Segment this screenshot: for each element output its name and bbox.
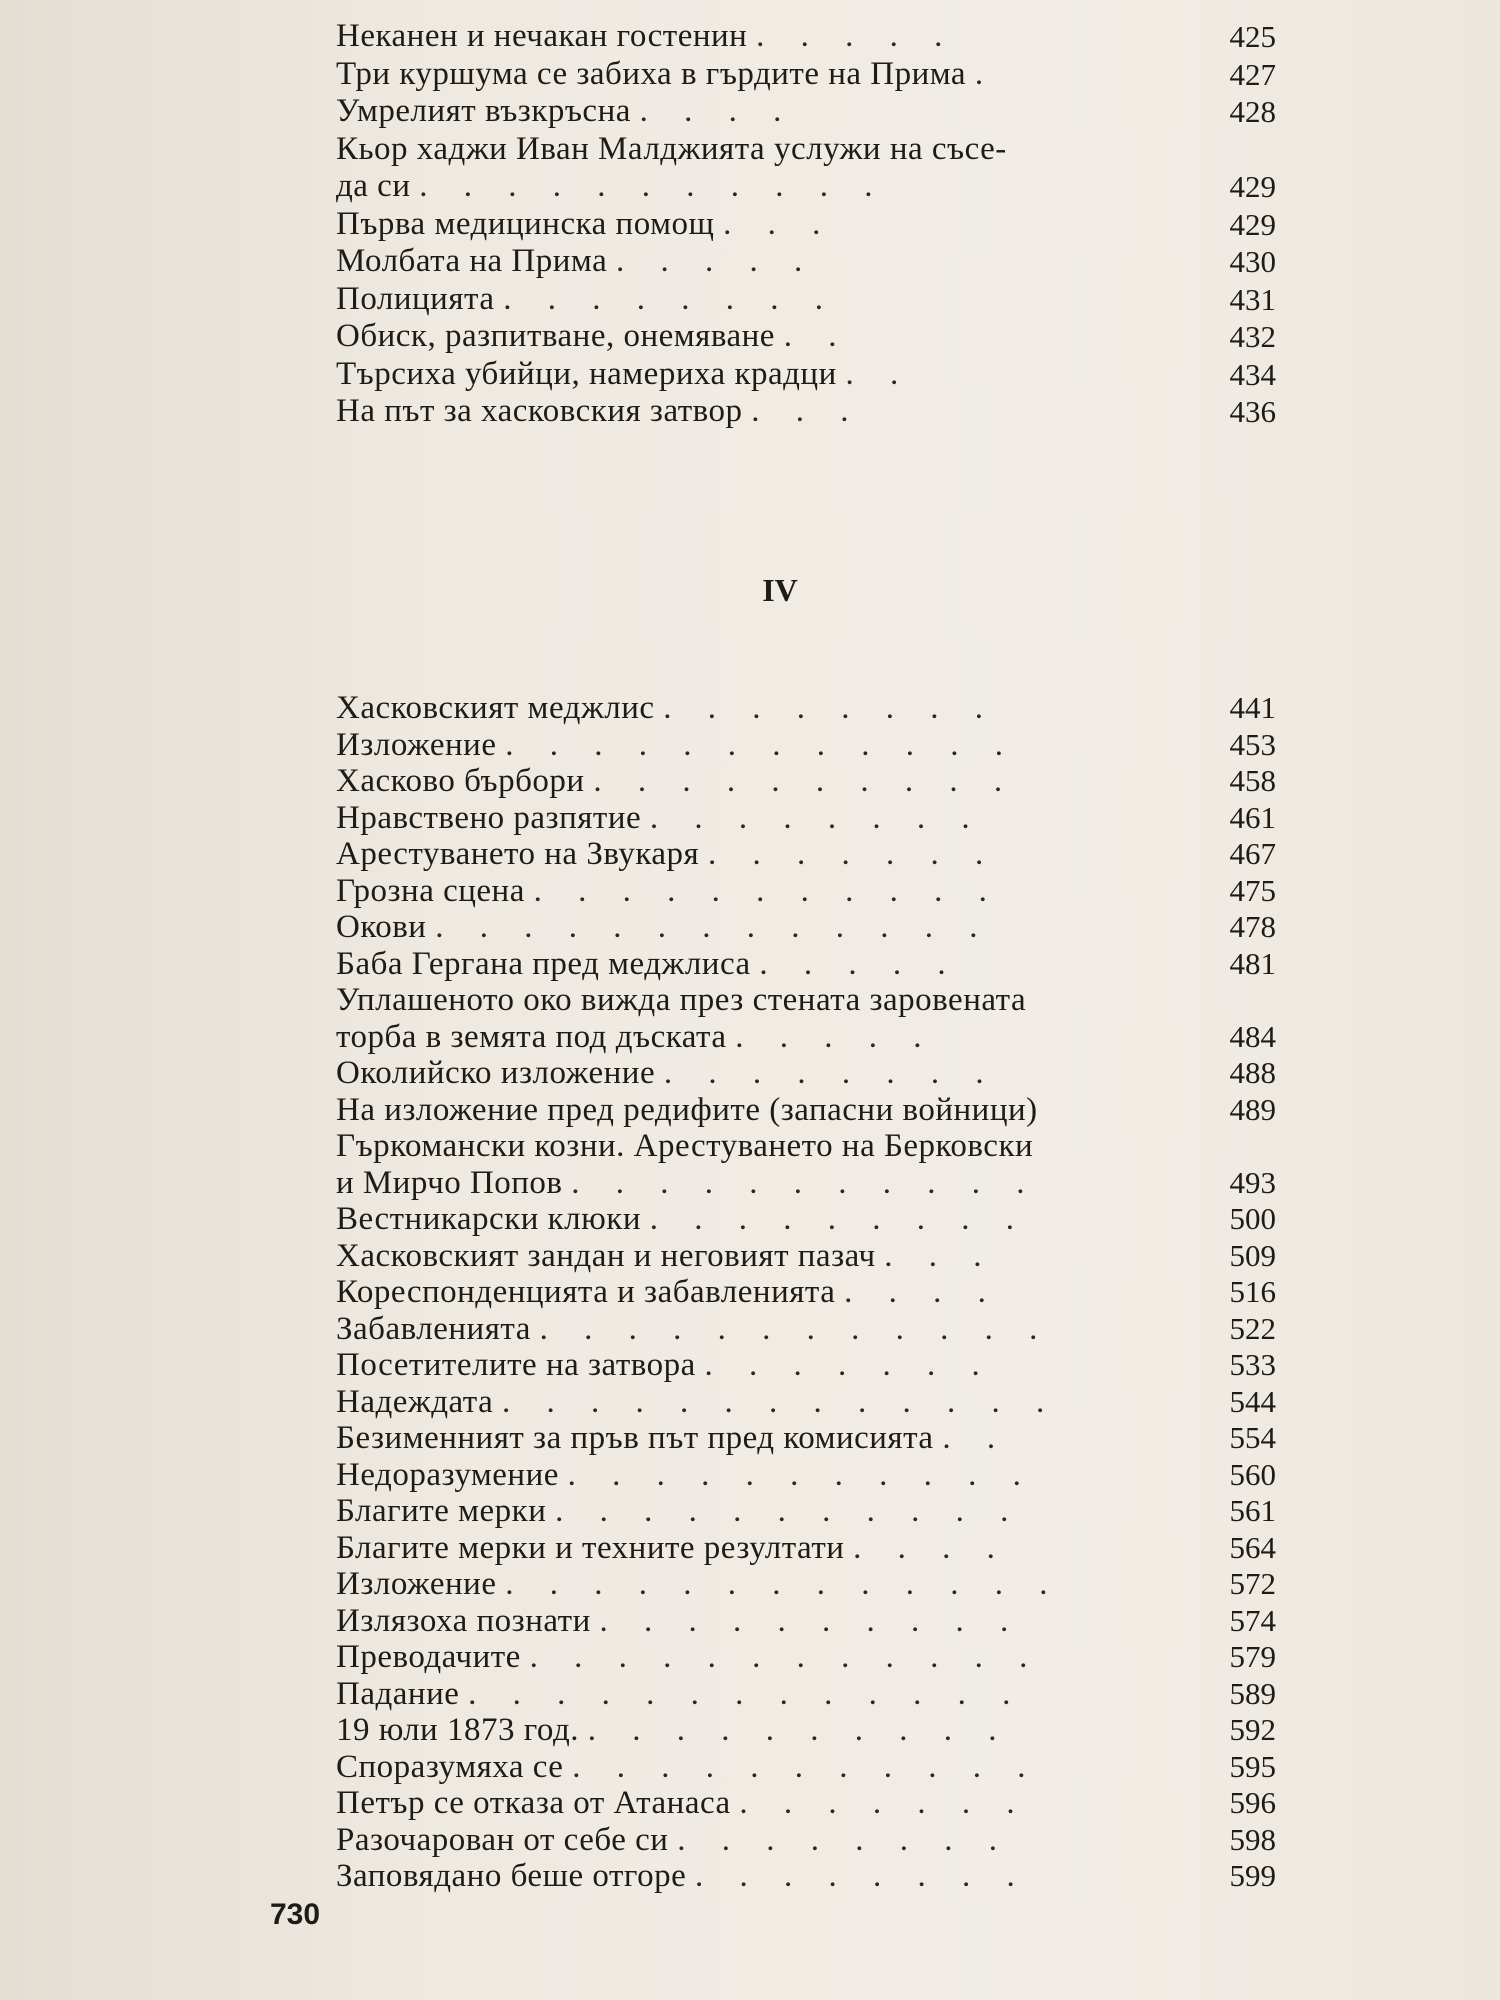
toc-entry-page-number: 481 — [1229, 945, 1276, 981]
dot-leader: . . . . . — [735, 1018, 936, 1055]
dot-leader: . . . . . . . . . . . . . — [468, 1675, 1025, 1712]
dot-leader: . . . — [751, 393, 863, 429]
dot-leader: . . . . . . . . . . . — [567, 1456, 1035, 1493]
toc-entry-title — [336, 1274, 1276, 1311]
toc-entry-title — [336, 946, 1276, 983]
toc-entry-title — [336, 1712, 1276, 1749]
toc-entry-title-text: Околийско изложение — [336, 1055, 656, 1091]
toc-entry-page-number: 572 — [1229, 1566, 1276, 1601]
toc-entry — [336, 1092, 1276, 1129]
toc-entry — [336, 1384, 1276, 1421]
toc-entry-title — [336, 982, 1276, 1019]
toc-entry — [336, 1493, 1276, 1530]
toc-entry-title — [336, 1165, 1276, 1202]
toc-entry-page-number: 428 — [1229, 94, 1276, 129]
toc-entry-title-text: Забавленията — [336, 1310, 531, 1347]
toc-entry-title — [336, 836, 1276, 873]
toc-entry-page-number: 493 — [1229, 1164, 1276, 1200]
toc-entry-title-text: Три куршума се забиха в гърдите на Прима — [336, 55, 967, 92]
toc-entry-title — [336, 131, 1276, 169]
toc-entry — [336, 946, 1276, 983]
toc-entry-page-number: 467 — [1229, 836, 1276, 871]
toc-entry — [336, 690, 1276, 727]
dot-leader: . . . . . — [615, 243, 817, 279]
toc-entry-title — [336, 1822, 1276, 1859]
toc-entry-page-number: 564 — [1229, 1529, 1276, 1565]
toc-entry-title — [336, 1238, 1276, 1275]
dot-leader: . . . — [723, 205, 835, 242]
toc-entry-page-number: 430 — [1229, 244, 1276, 279]
toc-entry-title — [336, 909, 1276, 946]
toc-entry — [336, 1201, 1276, 1238]
toc-entry-page-number: 427 — [1229, 56, 1276, 92]
toc-entry-title — [336, 1493, 1276, 1530]
toc-entry-title-text: Изложение — [336, 726, 497, 763]
toc-entry-title — [336, 243, 1276, 281]
toc-entry — [336, 1128, 1276, 1165]
toc-entry-title — [336, 873, 1276, 910]
toc-entry-page-number: 592 — [1229, 1712, 1276, 1747]
toc-entry-title — [336, 1530, 1276, 1567]
toc-entry-title — [336, 1639, 1276, 1676]
toc-entry-page-number: 509 — [1229, 1237, 1276, 1273]
toc-entry-title-text: Грозна сцена — [336, 872, 525, 909]
toc-entry — [336, 206, 1276, 244]
toc-entry-page-number: 560 — [1229, 1456, 1276, 1492]
toc-entry-title — [336, 1858, 1276, 1895]
dot-leader: . . — [942, 1420, 1010, 1456]
toc-entry — [336, 1274, 1276, 1311]
toc-entry — [336, 1676, 1276, 1713]
dot-leader: . . . . . . . . . . . — [572, 1748, 1040, 1785]
toc-entry-title-text: Търсиха убийци, намериха крадци — [336, 355, 837, 392]
toc-entry — [336, 1238, 1276, 1275]
dot-leader: . . . . . . . . . . . . — [529, 1639, 1042, 1675]
toc-entry-title-text: Преводачите — [336, 1639, 521, 1675]
toc-entry-title-text: На път за хасковския затвор — [336, 393, 743, 429]
toc-entry-title-text: Споразумяха се — [336, 1748, 564, 1785]
toc-entry-title-text: Хасковският зандан и неговият пазач — [336, 1237, 876, 1274]
dot-leader: . . . — [884, 1237, 996, 1274]
toc-entry-title-text: Нравствено разпятие — [336, 799, 642, 836]
toc-entry-title-text: Излязоха познати — [336, 1602, 591, 1639]
table-of-contents-part-3 — [336, 18, 1276, 431]
toc-entry-title-text: Благите мерки и техните резултати — [336, 1529, 845, 1566]
toc-entry-title-text: Уплашеното око вижда през стената заровената — [336, 982, 1027, 1018]
toc-entry — [336, 1566, 1276, 1603]
toc-entry-title-text: Молбата на Прима — [336, 243, 608, 279]
toc-entry-title — [336, 1311, 1276, 1348]
toc-entry-title — [336, 1201, 1276, 1238]
toc-entry-title-text: Хасковският меджлис — [336, 690, 655, 726]
toc-entry-title — [336, 1785, 1276, 1822]
toc-entry — [336, 168, 1276, 206]
dot-leader: . . . . . . . . . . . . — [505, 726, 1017, 763]
toc-entry-title — [336, 1128, 1276, 1165]
toc-entry — [336, 1858, 1276, 1895]
toc-entry-title-text: 19 юли 1873 год. — [336, 1712, 580, 1748]
toc-entry — [336, 1347, 1276, 1384]
dot-leader: . . . . . . . — [707, 836, 998, 872]
toc-entry-title — [336, 393, 1276, 431]
toc-entry-title-text: Баба Гергана пред меджлиса — [336, 945, 751, 982]
dot-leader: . . . . . . . . — [694, 1858, 1029, 1894]
toc-entry-title — [336, 18, 1276, 56]
toc-entry — [336, 1712, 1276, 1749]
toc-entry-title-text: Посетителите на затвора — [336, 1347, 696, 1383]
toc-entry-title-text: Обиск, разпитване, онемяване — [336, 318, 775, 354]
toc-entry-page-number: 461 — [1229, 799, 1276, 835]
toc-entry-title-text: торба в земята под дъската — [336, 1018, 727, 1055]
toc-entry-title — [336, 206, 1276, 244]
toc-entry-title-text: Вестникарски клюки — [336, 1201, 641, 1237]
toc-entry — [336, 1019, 1276, 1056]
toc-entry-title-text: Недоразумение — [336, 1456, 559, 1493]
toc-entry-title — [336, 1347, 1276, 1384]
dot-leader: . . . . . . . . — [649, 799, 984, 836]
dot-leader: . . . . . . . — [739, 1785, 1029, 1821]
table-of-contents-part-4 — [336, 690, 1276, 1895]
toc-entry-page-number: 429 — [1229, 169, 1276, 204]
toc-entry — [336, 1822, 1276, 1859]
toc-entry — [336, 393, 1276, 431]
toc-entry-page-number: 561 — [1229, 1493, 1276, 1528]
toc-entry — [336, 281, 1276, 319]
dot-leader: . . . . . . . . . — [649, 1201, 1028, 1237]
dot-leader: . . . . . . . . . . . . . — [435, 909, 992, 945]
toc-entry-title — [336, 727, 1276, 764]
dot-leader: . . . . . . . . — [663, 1055, 998, 1091]
toc-entry-page-number: 579 — [1229, 1639, 1276, 1674]
dot-leader: . . . . . . . . . . — [587, 1712, 1011, 1748]
toc-entry — [336, 873, 1276, 910]
dot-leader: . . . . — [639, 93, 796, 129]
dot-leader: . . . . . . . . . . . — [419, 168, 887, 204]
toc-entry — [336, 318, 1276, 356]
toc-entry-page-number: 441 — [1229, 690, 1276, 725]
toc-entry — [336, 1165, 1276, 1202]
toc-entry — [336, 1055, 1276, 1092]
page-number: 730 — [270, 1898, 321, 1931]
dot-leader: . . . . . . . . . . — [599, 1602, 1023, 1639]
toc-entry-title — [336, 800, 1276, 837]
dot-leader: . . . . — [853, 1529, 1009, 1566]
toc-entry-page-number: 432 — [1229, 319, 1276, 354]
toc-entry-page-number: 500 — [1229, 1201, 1276, 1236]
toc-entry — [336, 982, 1276, 1019]
dot-leader: . . . . . — [756, 18, 957, 54]
toc-entry-title-text: Петър се отказа от Атанаса — [336, 1785, 731, 1821]
toc-entry — [336, 1420, 1276, 1457]
toc-entry-page-number: 489 — [1229, 1091, 1276, 1127]
toc-entry — [336, 18, 1276, 56]
toc-entry-page-number: 533 — [1229, 1347, 1276, 1382]
dot-leader: . . . . . . . . . . — [593, 763, 1017, 799]
toc-entry-title-text: Падание — [336, 1675, 460, 1712]
toc-entry-title — [336, 1603, 1276, 1640]
toc-entry — [336, 1530, 1276, 1567]
toc-entry-page-number: 598 — [1229, 1821, 1276, 1857]
toc-entry-title-text: Надеждата — [336, 1383, 494, 1420]
toc-entry-page-number: 478 — [1229, 909, 1276, 944]
toc-entry — [336, 763, 1276, 800]
toc-entry-title-text: Окови — [336, 909, 427, 945]
toc-entry-title — [336, 356, 1276, 394]
toc-entry-page-number: 574 — [1229, 1602, 1276, 1638]
toc-entry-title-text: Гъркомански козни. Арестуването на Берковски — [336, 1128, 1034, 1164]
toc-entry-title — [336, 1457, 1276, 1494]
toc-entry-title-text: Хасково бърбори — [336, 763, 585, 799]
toc-entry-title — [336, 1676, 1276, 1713]
toc-entry-title — [336, 56, 1276, 94]
toc-entry-title — [336, 1420, 1276, 1457]
toc-entry — [336, 1639, 1276, 1676]
toc-entry-title — [336, 318, 1276, 356]
dot-leader: . . — [845, 355, 913, 392]
toc-entry-page-number: 595 — [1229, 1748, 1276, 1784]
toc-entry-page-number: 434 — [1229, 356, 1276, 392]
toc-entry — [336, 56, 1276, 94]
toc-entry-title — [336, 168, 1276, 206]
dot-leader: . . . . . . . . — [503, 280, 837, 317]
toc-entry-title-text: Разочарован от себе си — [336, 1821, 669, 1858]
dot-leader: . . . . . . . . . . . — [571, 1164, 1039, 1201]
toc-entry — [336, 93, 1276, 131]
toc-entry-title — [336, 763, 1276, 800]
toc-entry — [336, 1785, 1276, 1822]
dot-leader: . . . . . . . . . . . . . — [505, 1566, 1062, 1602]
dot-leader: . . . . . . . . . . . . . — [502, 1383, 1059, 1420]
toc-entry — [336, 131, 1276, 169]
dot-leader: . . . . — [844, 1274, 1000, 1310]
toc-entry-page-number: 488 — [1229, 1055, 1276, 1090]
toc-entry-page-number: 453 — [1229, 726, 1276, 762]
dot-leader: . . — [783, 318, 851, 354]
toc-entry-page-number: 475 — [1229, 872, 1276, 908]
toc-entry-title-text: На изложение пред редифите (запасни войници) — [336, 1091, 1038, 1128]
toc-entry-page-number: 458 — [1229, 763, 1276, 798]
toc-entry-page-number: 429 — [1229, 206, 1276, 242]
toc-entry — [336, 727, 1276, 764]
toc-entry — [336, 836, 1276, 873]
toc-entry-title-text: Благите мерки — [336, 1493, 547, 1529]
toc-entry-title — [336, 1566, 1276, 1603]
toc-entry-title — [336, 281, 1276, 319]
toc-entry-title-text: и Мирчо Попов — [336, 1164, 563, 1201]
dot-leader: . . . . . . . — [704, 1347, 994, 1383]
toc-entry — [336, 1311, 1276, 1348]
toc-entry-title-text: Кореспонденцията и забавленията — [336, 1274, 836, 1310]
toc-entry-page-number: 436 — [1229, 394, 1276, 429]
toc-entry-page-number: 516 — [1229, 1274, 1276, 1309]
dot-leader: . . . . . . . . . . . . — [539, 1310, 1052, 1347]
toc-entry-title-text: Заповядано беше отгоре — [336, 1858, 687, 1894]
toc-entry-title — [336, 1384, 1276, 1421]
toc-entry-page-number: 425 — [1229, 19, 1276, 54]
dot-leader: . . . . . — [759, 945, 960, 982]
toc-entry-title-text: да си — [336, 168, 411, 204]
toc-entry-page-number: 484 — [1229, 1018, 1276, 1054]
toc-entry-page-number: 544 — [1229, 1383, 1276, 1419]
toc-entry-title — [336, 93, 1276, 131]
toc-entry-title-text: Неканен и нечакан гостенин — [336, 18, 748, 54]
toc-entry-page-number: 522 — [1229, 1310, 1276, 1346]
toc-entry — [336, 909, 1276, 946]
toc-entry — [336, 243, 1276, 281]
toc-entry-page-number: 599 — [1229, 1858, 1276, 1893]
toc-entry-title — [336, 1019, 1276, 1056]
toc-entry-page-number: 554 — [1229, 1420, 1276, 1455]
dot-leader: . . . . . . . . . . . — [533, 872, 1001, 909]
toc-entry-title-text: Умрелият възкръсна — [336, 93, 631, 129]
toc-entry-page-number: 431 — [1229, 281, 1276, 317]
toc-entry — [336, 1749, 1276, 1786]
toc-entry — [336, 1603, 1276, 1640]
toc-entry-title-text: Изложение — [336, 1566, 497, 1602]
toc-entry-title — [336, 1749, 1276, 1786]
dot-leader: . — [974, 55, 998, 92]
toc-entry-page-number: 596 — [1229, 1785, 1276, 1820]
toc-entry-title-text: Първа медицинска помощ — [336, 205, 715, 242]
toc-entry-title — [336, 1055, 1276, 1092]
toc-entry-title — [336, 1092, 1276, 1129]
dot-leader: . . . . . . . . . . . — [555, 1493, 1023, 1529]
toc-entry-title-text: Полицията — [336, 280, 495, 317]
section-heading: IV — [762, 572, 798, 608]
dot-leader: . . . . . . . . — [663, 690, 998, 726]
toc-entry-title-text: Безименният за пръв път пред комисията — [336, 1420, 934, 1456]
toc-entry-title-text: Арестуването на Звукаря — [336, 836, 700, 872]
toc-entry-title — [336, 690, 1276, 727]
toc-entry-page-number: 589 — [1229, 1675, 1276, 1711]
toc-entry — [336, 356, 1276, 394]
toc-entry — [336, 800, 1276, 837]
toc-entry — [336, 1457, 1276, 1494]
toc-entry-title-text: Кьор хаджи Иван Малджията услужи на съсе- — [336, 130, 1007, 167]
dot-leader: . . . . . . . . — [677, 1821, 1011, 1858]
